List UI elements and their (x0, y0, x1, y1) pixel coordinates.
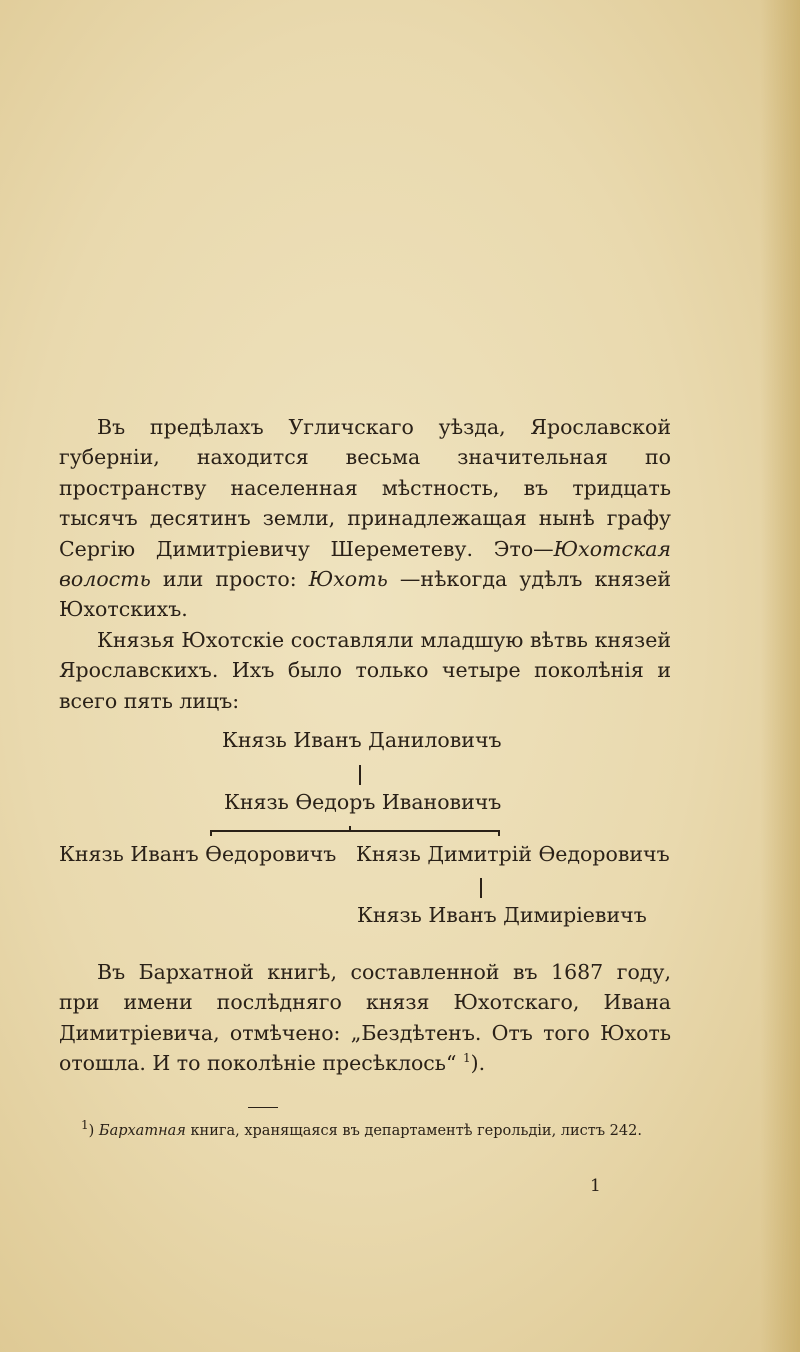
emphasis-yukhot: Юхоть (308, 567, 388, 592)
paragraph-2: Князья Юхотскіе составляли младшую вѣтвь князей Ярославскихъ. Ихъ было только четыре поколѣнія и всего пять лицъ: (59, 627, 671, 713)
tree-bracket-mid-tick (349, 826, 351, 832)
page-number: 1 (590, 1176, 601, 1196)
page-edge-shadow (760, 0, 800, 1352)
footnote-emphasis: Бархатная (98, 1123, 186, 1139)
paragraph-3-close: ). (470, 1051, 486, 1076)
tree-gen2: Князь Ѳедоръ Ивановичъ (224, 790, 502, 814)
tree-connector-2 (480, 878, 482, 898)
paragraph-1-text: Въ предѣлахъ Угличскаго уѣзда, Ярославской губерніи, находится весьма значительная по пространству населенная мѣстность, въ тридцать тысячъ десятинъ земли, принадлежащая нынѣ графу Сергію Димитріевичу Шереметеву. Это— (59, 415, 671, 561)
tree-gen3-left: Князь Иванъ Ѳедоровичъ (59, 842, 337, 866)
footnote-marker: 1 (81, 1118, 89, 1133)
paragraph-1-text-2: или просто: (150, 567, 309, 592)
tree-gen1: Князь Иванъ Даниловичъ (222, 728, 502, 752)
tree-bracket (210, 830, 500, 832)
main-text (59, 412, 671, 716)
footnote-rule (248, 1107, 278, 1108)
emphasis-yukhotskaya-volost: Юхотская волость (59, 536, 671, 592)
paragraph-3 (59, 957, 671, 1079)
tree-gen4: Князь Иванъ Димиріевичъ (357, 903, 647, 927)
tree-bracket-right-tick (498, 830, 500, 836)
footnote-text: книга, хранящаяся въ департаментѣ герольдіи, листъ 242. (185, 1123, 642, 1139)
paragraph-1 (59, 412, 671, 625)
tree-gen3-right: Князь Димитрій Ѳедоровичъ (356, 842, 670, 866)
footnote (59, 1118, 671, 1141)
footnote-reference: 1 (462, 1051, 471, 1066)
paragraph-3-text: Въ Бархатной книгѣ, составленной въ 1687 году, при имени послѣдняго князя Юхотскаго, Ивана Димитріевича, отмѣчено: „Бездѣтенъ. Отъ того Юхоть отошла. И то поколѣніе пресѣклось“ (59, 960, 671, 1076)
paragraph-1-text-3: —нѣкогда удѣлъ князей Юхотскихъ. (59, 567, 671, 622)
footnote-marker-close: ) (88, 1123, 99, 1139)
tree-bracket-left-tick (210, 830, 212, 836)
tree-connector-1 (359, 765, 361, 785)
